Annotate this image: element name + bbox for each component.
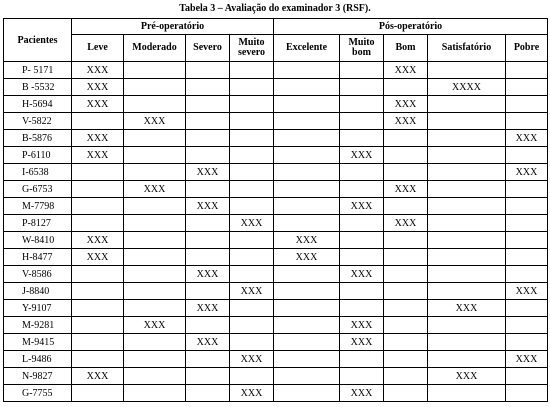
table-row (4, 181, 548, 198)
table-row (4, 198, 548, 215)
table-cell (428, 113, 506, 130)
table-cell (72, 351, 124, 368)
table-cell: XXX (72, 368, 124, 385)
table-cell (274, 334, 340, 351)
table-row (4, 368, 548, 385)
table-cell (72, 300, 124, 317)
table-cell: XXX (274, 232, 340, 249)
table-cell (230, 266, 274, 283)
col-leve: Leve (72, 35, 124, 62)
table-cell (506, 79, 548, 96)
table-cell (506, 62, 548, 79)
table-cell (230, 147, 274, 164)
table-cell (340, 164, 384, 181)
table-cell (506, 181, 548, 198)
patient-id: P-8127 (4, 215, 72, 232)
patient-id: G-6753 (4, 181, 72, 198)
table-cell (340, 300, 384, 317)
table-cell (230, 300, 274, 317)
table-cell (72, 266, 124, 283)
patient-id: H-5694 (4, 96, 72, 113)
table-cell: XXX (384, 62, 428, 79)
table-cell (340, 130, 384, 147)
table-cell (72, 334, 124, 351)
table-cell (384, 249, 428, 266)
table-cell: XXX (124, 113, 186, 130)
table-cell (124, 334, 186, 351)
col-bom: Bom (384, 35, 428, 62)
table-cell (230, 368, 274, 385)
table-cell (124, 130, 186, 147)
table-cell (340, 62, 384, 79)
table-cell: XXX (384, 113, 428, 130)
table-cell (428, 164, 506, 181)
table-cell: XXX (384, 96, 428, 113)
table-row (4, 113, 548, 130)
patient-id: I-6538 (4, 164, 72, 181)
table-cell (186, 79, 230, 96)
header-pos-operatorio: Pós-operatório (274, 19, 548, 35)
table-cell (72, 181, 124, 198)
table-cell (506, 113, 548, 130)
table-cell: XXX (506, 164, 548, 181)
table-cell (506, 249, 548, 266)
table-cell (186, 368, 230, 385)
table-cell (428, 351, 506, 368)
table-cell (274, 62, 340, 79)
table-cell (506, 198, 548, 215)
table-cell (428, 283, 506, 300)
table-cell: XXX (230, 351, 274, 368)
table-cell (230, 249, 274, 266)
table-cell (186, 96, 230, 113)
table-cell: XXX (230, 215, 274, 232)
table-cell (384, 198, 428, 215)
col-moderado: Moderado (124, 35, 186, 62)
table-row (4, 79, 548, 96)
table-cell (274, 368, 340, 385)
table-cell (384, 147, 428, 164)
table-cell: XXX (124, 317, 186, 334)
evaluation-table (3, 18, 548, 402)
table-cell (124, 249, 186, 266)
table-cell (384, 300, 428, 317)
header-pre-operatorio: Pré-operatório (72, 19, 274, 35)
table-row (4, 215, 548, 232)
table-cell: XXXX (428, 79, 506, 96)
col-muito-bom: Muito bom (340, 35, 384, 62)
patient-id: J-8840 (4, 283, 72, 300)
table-cell (72, 113, 124, 130)
patient-id: W-8410 (4, 232, 72, 249)
table-cell: XXX (72, 79, 124, 96)
table-cell (506, 334, 548, 351)
table-cell (274, 198, 340, 215)
table-cell (230, 62, 274, 79)
table-cell: XXX (124, 181, 186, 198)
table-cell (340, 351, 384, 368)
table-cell: XXX (186, 266, 230, 283)
patient-id: N-9827 (4, 368, 72, 385)
table-cell (274, 266, 340, 283)
table-cell (428, 334, 506, 351)
table-cell: XXX (340, 147, 384, 164)
table-cell (384, 266, 428, 283)
table-row (4, 283, 548, 300)
table-cell (72, 198, 124, 215)
table-cell (186, 351, 230, 368)
table-cell (124, 164, 186, 181)
table-cell: XXX (384, 215, 428, 232)
table-cell (274, 351, 340, 368)
table-cell (428, 317, 506, 334)
table-row (4, 147, 548, 164)
table-cell: XXX (428, 368, 506, 385)
col-pobre: Pobre (506, 35, 548, 62)
table-cell (230, 317, 274, 334)
table-cell (340, 215, 384, 232)
table-cell (186, 130, 230, 147)
patient-id: M-9415 (4, 334, 72, 351)
table-cell (72, 164, 124, 181)
table-cell (274, 147, 340, 164)
table-cell (384, 368, 428, 385)
table-cell (340, 96, 384, 113)
table-cell (428, 147, 506, 164)
table-cell (124, 198, 186, 215)
table-cell (340, 232, 384, 249)
table-cell (384, 334, 428, 351)
table-cell (428, 130, 506, 147)
table-cell (186, 113, 230, 130)
table-cell: XXX (72, 130, 124, 147)
table-cell (506, 300, 548, 317)
table-cell (124, 62, 186, 79)
table-cell (230, 113, 274, 130)
table-cell (274, 130, 340, 147)
table-cell (274, 317, 340, 334)
table-cell (124, 147, 186, 164)
table-cell (506, 317, 548, 334)
table-cell (384, 283, 428, 300)
col-muito-severo: Muito severo (230, 35, 274, 62)
table-cell (186, 62, 230, 79)
table-cell (428, 181, 506, 198)
table-cell: XXX (384, 181, 428, 198)
table-cell (230, 334, 274, 351)
table-cell (230, 79, 274, 96)
table-cell (186, 317, 230, 334)
table-cell (186, 181, 230, 198)
col-satisfatorio: Satisfatório (428, 35, 506, 62)
table-cell (72, 385, 124, 402)
table-cell: XXX (340, 198, 384, 215)
patient-id: B -5532 (4, 79, 72, 96)
table-cell (274, 283, 340, 300)
table-cell: XXX (72, 96, 124, 113)
table-cell (274, 113, 340, 130)
table-cell (230, 96, 274, 113)
table-cell (186, 283, 230, 300)
table-row (4, 130, 548, 147)
table-cell: XXX (506, 130, 548, 147)
table-cell (230, 232, 274, 249)
patient-id: M-9281 (4, 317, 72, 334)
table-cell (124, 283, 186, 300)
table-row (4, 164, 548, 181)
table-cell (124, 368, 186, 385)
table-row (4, 232, 548, 249)
patient-id: V-8586 (4, 266, 72, 283)
table-cell (506, 147, 548, 164)
table-cell (340, 113, 384, 130)
table-cell (506, 215, 548, 232)
table-cell: XXX (230, 283, 274, 300)
table-cell (428, 215, 506, 232)
patient-id: P- 5171 (4, 62, 72, 79)
table-cell (384, 385, 428, 402)
table-cell (384, 232, 428, 249)
table-cell (384, 317, 428, 334)
table-cell (340, 181, 384, 198)
table-cell (428, 232, 506, 249)
table-cell (506, 266, 548, 283)
table-cell: XXX (274, 249, 340, 266)
table-cell: XXX (186, 334, 230, 351)
table-cell: XXX (186, 164, 230, 181)
table-cell: XXX (506, 351, 548, 368)
table-cell (124, 96, 186, 113)
table-cell: XXX (340, 266, 384, 283)
table-cell (124, 385, 186, 402)
table-cell: XXX (72, 249, 124, 266)
table-cell (340, 249, 384, 266)
table-cell (428, 198, 506, 215)
table-cell: XXX (230, 385, 274, 402)
table-cell (274, 300, 340, 317)
table-cell: XXX (72, 232, 124, 249)
table-cell (72, 283, 124, 300)
table-cell (274, 215, 340, 232)
table-row (4, 317, 548, 334)
table-cell: XXX (186, 198, 230, 215)
table-cell (506, 368, 548, 385)
table-cell (230, 130, 274, 147)
col-severo: Severo (186, 35, 230, 62)
table-cell (274, 164, 340, 181)
table-cell (124, 300, 186, 317)
table-cell (384, 351, 428, 368)
patient-id: P-6110 (4, 147, 72, 164)
table-cell (186, 385, 230, 402)
table-row (4, 249, 548, 266)
patient-id: G-7755 (4, 385, 72, 402)
patient-id: H-8477 (4, 249, 72, 266)
patient-id: Y-9107 (4, 300, 72, 317)
table-cell (428, 62, 506, 79)
patient-id: M-7798 (4, 198, 72, 215)
table-cell (124, 266, 186, 283)
table-cell: XXX (340, 385, 384, 402)
table-cell (428, 266, 506, 283)
table-cell (230, 181, 274, 198)
table-cell (340, 368, 384, 385)
table-cell: XXX (186, 300, 230, 317)
table-cell (230, 164, 274, 181)
table-cell (340, 79, 384, 96)
table-title: Tabela 3 – Avaliação do examinador 3 (RSF). (179, 3, 371, 14)
header-pacientes: Pacientes (4, 19, 72, 62)
table-cell (274, 385, 340, 402)
table-row (4, 334, 548, 351)
table-cell (428, 249, 506, 266)
table-cell: XXX (340, 334, 384, 351)
table-cell (72, 317, 124, 334)
table-cell (186, 232, 230, 249)
document-page (3, 0, 547, 402)
table-row (4, 351, 548, 368)
table-cell (124, 215, 186, 232)
table-cell: XXX (72, 147, 124, 164)
table-cell: XXX (428, 300, 506, 317)
table-row (4, 62, 548, 79)
table-row (4, 96, 548, 113)
table-cell: XXX (72, 62, 124, 79)
table-cell: XXX (506, 283, 548, 300)
table-row (4, 300, 548, 317)
table-cell (72, 215, 124, 232)
table-cell (274, 79, 340, 96)
table-cell (274, 96, 340, 113)
table-cell (428, 385, 506, 402)
table-cell (340, 283, 384, 300)
table-cell: XXX (340, 317, 384, 334)
table-row (4, 266, 548, 283)
table-cell (124, 232, 186, 249)
table-cell (124, 79, 186, 96)
table-cell (274, 181, 340, 198)
header-row-groups (4, 19, 548, 35)
patient-id: L-9486 (4, 351, 72, 368)
table-cell (230, 198, 274, 215)
patient-id: V-5822 (4, 113, 72, 130)
table-cell (428, 96, 506, 113)
table-row (4, 385, 548, 402)
table-cell (384, 130, 428, 147)
table-cell (384, 164, 428, 181)
patient-id: B-5876 (4, 130, 72, 147)
header-row-columns (4, 35, 548, 62)
table-cell (506, 96, 548, 113)
table-cell (186, 215, 230, 232)
table-cell (506, 385, 548, 402)
col-excelente: Excelente (274, 35, 340, 62)
table-cell (384, 79, 428, 96)
table-cell (186, 249, 230, 266)
table-cell (186, 147, 230, 164)
table-cell (506, 232, 548, 249)
table-cell (124, 351, 186, 368)
